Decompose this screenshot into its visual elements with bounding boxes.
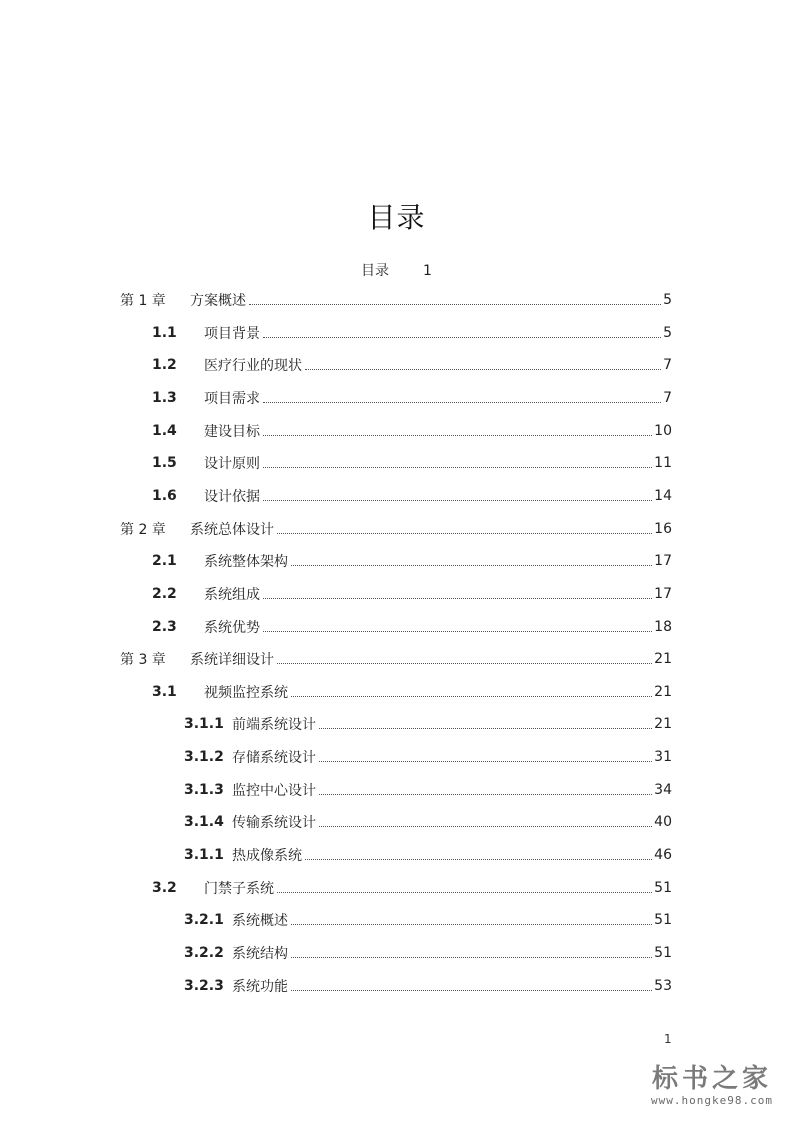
toc-dot-leader xyxy=(263,401,661,403)
toc-entry[interactable] xyxy=(152,677,672,707)
toc-entry-title: 医疗行业的现状 xyxy=(204,358,302,375)
toc-entry-page: 21 xyxy=(654,651,672,668)
toc-entry-title: 方案概述 xyxy=(190,293,246,309)
toc-dot-leader xyxy=(263,499,652,501)
toc-dot-leader xyxy=(319,760,652,762)
toc-entry-number: 3.1.4 xyxy=(184,814,224,831)
toc-entry-title: 视频监控系统 xyxy=(204,684,288,701)
toc-dot-leader xyxy=(319,825,652,827)
toc-entry-number: 2.2 xyxy=(152,585,177,602)
toc-entry-title: 系统功能 xyxy=(232,978,288,995)
toc-entry-number: 3.1.2 xyxy=(184,749,224,766)
toc-entry-number: 3.1.1 xyxy=(184,847,224,864)
toc-entry-page: 10 xyxy=(654,422,672,439)
watermark-url: www.hongke98.com xyxy=(651,1094,773,1107)
toc-heading-entry[interactable] xyxy=(0,260,793,280)
toc-entry[interactable] xyxy=(152,350,672,380)
toc-entry[interactable] xyxy=(120,644,672,674)
toc-heading-label: 目录 xyxy=(361,263,390,279)
toc-entry-number: 3.2.1 xyxy=(184,912,224,929)
toc-entry-page: 7 xyxy=(663,357,672,374)
toc-entry-title: 系统优势 xyxy=(204,619,260,636)
toc-entry-number: 第 1 章 xyxy=(120,293,166,309)
toc-entry-page: 11 xyxy=(654,455,672,472)
toc-dot-leader xyxy=(291,923,652,925)
toc-entry-title: 系统结构 xyxy=(232,946,288,962)
page-title: 目录 xyxy=(367,201,426,234)
toc-entry[interactable] xyxy=(152,416,672,446)
toc-entry-page: 53 xyxy=(654,977,672,994)
toc-entry-title: 热成像系统 xyxy=(232,848,302,865)
watermark-logo xyxy=(632,1064,792,1107)
toc-entry-title: 传输系统设计 xyxy=(232,815,316,832)
toc-dot-leader xyxy=(305,368,661,370)
toc-entry[interactable] xyxy=(152,579,672,609)
toc-dot-leader xyxy=(263,336,661,338)
toc-dot-leader xyxy=(263,597,652,599)
toc-entry[interactable] xyxy=(184,938,672,968)
toc-dot-leader xyxy=(277,662,652,664)
toc-entry-number: 第 3 章 xyxy=(120,652,166,669)
toc-dot-leader xyxy=(263,466,652,468)
toc-entry-title: 监控中心设计 xyxy=(232,782,316,799)
toc-entry-title: 系统总体设计 xyxy=(190,521,274,538)
toc-entry-title: 设计原则 xyxy=(204,456,260,473)
toc-entry-number: 1.2 xyxy=(152,357,177,374)
toc-entry[interactable] xyxy=(152,873,672,903)
toc-entry-page: 5 xyxy=(663,324,672,341)
page-number: 1 xyxy=(664,1032,672,1046)
toc-entry-number: 3.1.3 xyxy=(184,781,224,798)
toc-dot-leader xyxy=(305,858,652,860)
toc-entry-title: 系统组成 xyxy=(204,586,260,603)
toc-dot-leader xyxy=(291,989,652,991)
toc-entry-title: 门禁子系统 xyxy=(204,880,274,897)
toc-entry-page: 40 xyxy=(654,814,672,831)
toc-entry-number: 3.1.1 xyxy=(184,716,224,733)
toc-entry[interactable] xyxy=(184,840,672,870)
toc-entry-number: 3.2 xyxy=(152,879,177,896)
toc-entry-page: 14 xyxy=(654,487,672,504)
toc-entry-number: 1.1 xyxy=(152,324,177,341)
toc-entry[interactable] xyxy=(120,285,672,315)
toc-entry-title: 系统整体架构 xyxy=(204,554,288,571)
toc-entry-number: 1.6 xyxy=(152,487,177,504)
toc-entry-page: 31 xyxy=(654,749,672,766)
toc-entry-title: 项目需求 xyxy=(204,390,260,407)
toc-entry-number: 3.2.3 xyxy=(184,977,224,994)
toc-heading-page: 1 xyxy=(423,263,432,279)
toc-entry[interactable] xyxy=(152,481,672,511)
toc-entry-number: 2.3 xyxy=(152,618,177,635)
toc-dot-leader xyxy=(291,695,652,697)
toc-entry-page: 5 xyxy=(663,292,672,308)
toc-entry-number: 3.2.2 xyxy=(184,945,224,961)
watermark-brand: 标书之家 xyxy=(651,1064,772,1094)
toc-entry-page: 18 xyxy=(654,618,672,635)
toc-dot-leader xyxy=(263,434,652,436)
toc-entry[interactable] xyxy=(120,514,672,544)
toc-entry-title: 系统概述 xyxy=(232,913,288,930)
toc-entry-title: 前端系统设计 xyxy=(232,717,316,734)
toc-entry-number: 1.5 xyxy=(152,455,177,472)
toc-entry[interactable] xyxy=(184,807,672,837)
toc-entry-number: 1.3 xyxy=(152,389,177,406)
toc-dot-leader xyxy=(277,532,652,534)
toc-entry-title: 设计依据 xyxy=(204,488,260,505)
toc-entry[interactable] xyxy=(184,971,672,1001)
toc-entry[interactable] xyxy=(152,448,672,478)
toc-entry-page: 21 xyxy=(654,683,672,700)
toc-entry-title: 系统详细设计 xyxy=(190,652,274,669)
toc-entry[interactable] xyxy=(152,383,672,413)
toc-entry-page: 51 xyxy=(654,945,672,961)
toc-dot-leader xyxy=(277,891,652,893)
toc-entry-title: 项目背景 xyxy=(204,325,260,342)
toc-dot-leader xyxy=(319,793,652,795)
toc-entry-page: 21 xyxy=(654,716,672,733)
toc-entry-page: 34 xyxy=(654,781,672,798)
toc-entry-page: 51 xyxy=(654,879,672,896)
toc-entry-number: 2.1 xyxy=(152,553,177,570)
toc-entry-number: 第 2 章 xyxy=(120,521,166,538)
toc-entry[interactable] xyxy=(184,709,672,739)
toc-entry-page: 46 xyxy=(654,847,672,864)
toc-entry[interactable] xyxy=(152,546,672,576)
toc-entry[interactable] xyxy=(152,612,672,642)
toc-dot-leader xyxy=(249,303,661,305)
toc-entry-page: 7 xyxy=(663,389,672,406)
toc-entry[interactable] xyxy=(184,742,672,772)
toc-entry-page: 51 xyxy=(654,912,672,929)
toc-dot-leader xyxy=(263,630,652,632)
toc-entry-number: 1.4 xyxy=(152,422,177,439)
toc-entry-title: 存储系统设计 xyxy=(232,750,316,767)
toc-dot-leader xyxy=(291,564,652,566)
toc-entry[interactable] xyxy=(152,318,672,348)
toc-entry-page: 16 xyxy=(654,520,672,537)
toc-entry-page: 17 xyxy=(654,553,672,570)
toc-entry-page: 17 xyxy=(654,585,672,602)
toc-entry[interactable] xyxy=(184,775,672,805)
toc-dot-leader xyxy=(291,956,652,958)
toc-entry[interactable] xyxy=(184,905,672,935)
toc-entry-number: 3.1 xyxy=(152,683,177,700)
toc-entry-title: 建设目标 xyxy=(204,423,260,440)
toc-dot-leader xyxy=(319,727,652,729)
